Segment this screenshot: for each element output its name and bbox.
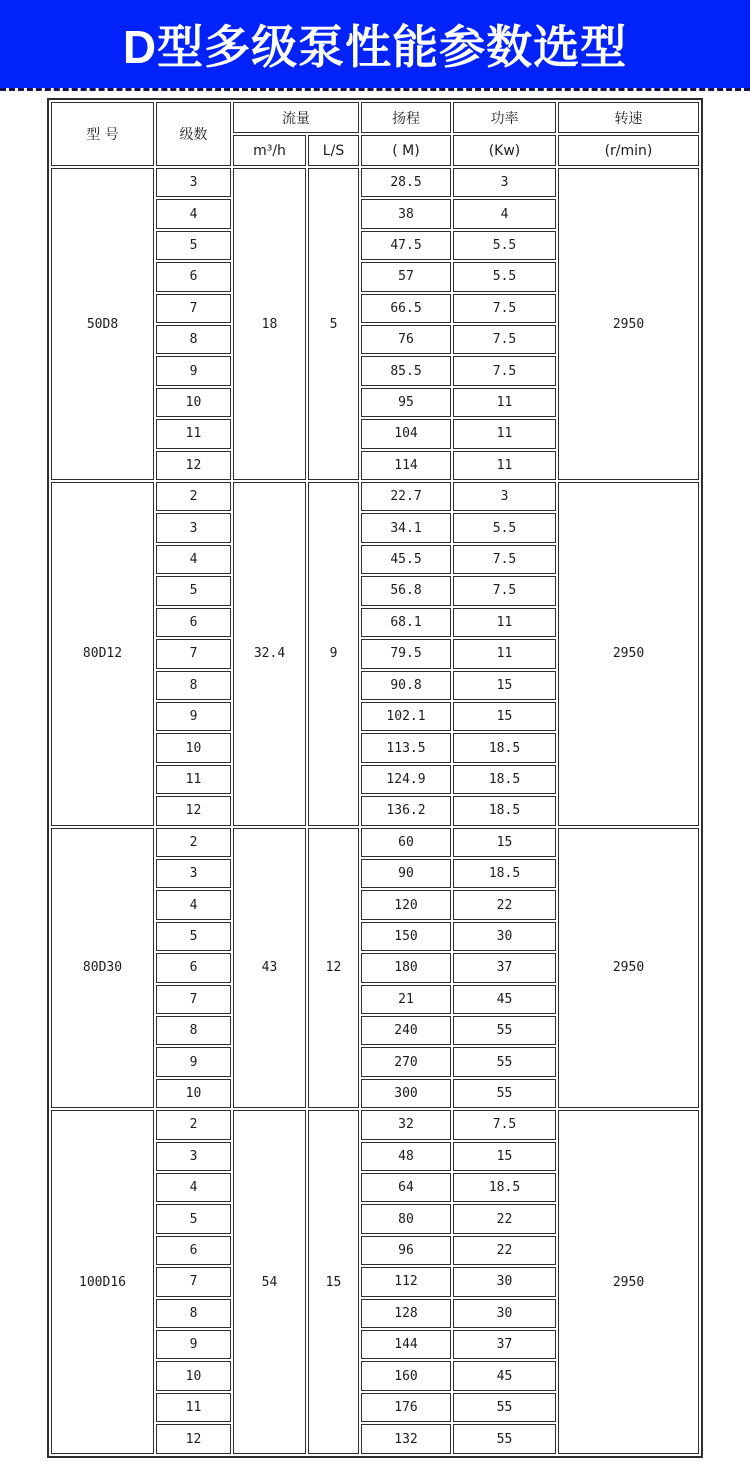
head-cell: 102.1 <box>361 702 451 731</box>
stage-cell: 6 <box>156 1236 231 1265</box>
table-row <box>51 828 699 857</box>
head-cell: 120 <box>361 890 451 919</box>
power-cell: 22 <box>453 890 556 919</box>
power-cell: 5.5 <box>453 231 556 260</box>
stage-cell: 8 <box>156 325 231 354</box>
power-cell: 30 <box>453 1267 556 1296</box>
stage-cell: 4 <box>156 545 231 574</box>
table-row <box>51 168 699 197</box>
stage-cell: 7 <box>156 639 231 668</box>
stage-cell: 5 <box>156 231 231 260</box>
head-cell: 95 <box>361 388 451 417</box>
dashed-divider <box>0 88 750 91</box>
speed-cell: 2950 <box>558 828 699 1109</box>
stage-cell: 5 <box>156 1204 231 1233</box>
stage-cell: 3 <box>156 513 231 542</box>
speed-cell: 2950 <box>558 482 699 825</box>
power-cell: 18.5 <box>453 1173 556 1202</box>
head-cell: 21 <box>361 985 451 1014</box>
power-cell: 7.5 <box>453 545 556 574</box>
table-body <box>51 168 699 1454</box>
stage-cell: 12 <box>156 796 231 825</box>
power-cell: 3 <box>453 168 556 197</box>
power-cell: 55 <box>453 1393 556 1422</box>
stage-cell: 8 <box>156 1299 231 1328</box>
head-cell: 57 <box>361 262 451 291</box>
stage-cell: 2 <box>156 482 231 511</box>
power-cell: 11 <box>453 608 556 637</box>
stage-cell: 5 <box>156 922 231 951</box>
power-cell: 18.5 <box>453 733 556 762</box>
power-cell: 18.5 <box>453 765 556 794</box>
power-cell: 7.5 <box>453 1110 556 1139</box>
power-cell: 22 <box>453 1204 556 1233</box>
stage-cell: 6 <box>156 262 231 291</box>
head-cell: 64 <box>361 1173 451 1202</box>
stage-cell: 10 <box>156 733 231 762</box>
stage-cell: 9 <box>156 356 231 385</box>
stage-cell: 9 <box>156 702 231 731</box>
power-cell: 11 <box>453 639 556 668</box>
power-cell: 30 <box>453 922 556 951</box>
power-cell: 7.5 <box>453 325 556 354</box>
head-cell: 48 <box>361 1142 451 1171</box>
head-cell: 240 <box>361 1016 451 1045</box>
head-cell: 90 <box>361 859 451 888</box>
power-cell: 11 <box>453 451 556 480</box>
head-cell: 22.7 <box>361 482 451 511</box>
table-row <box>51 482 699 511</box>
power-cell: 30 <box>453 1299 556 1328</box>
head-cell: 300 <box>361 1079 451 1108</box>
power-cell: 7.5 <box>453 576 556 605</box>
power-cell: 18.5 <box>453 796 556 825</box>
head-cell: 38 <box>361 199 451 228</box>
page-banner <box>0 0 750 88</box>
power-cell: 5.5 <box>453 513 556 542</box>
head-cell: 34.1 <box>361 513 451 542</box>
head-cell: 132 <box>361 1424 451 1454</box>
head-cell: 85.5 <box>361 356 451 385</box>
stage-cell: 2 <box>156 1110 231 1139</box>
stage-cell: 9 <box>156 1330 231 1359</box>
head-cell: 45.5 <box>361 545 451 574</box>
head-cell: 150 <box>361 922 451 951</box>
flow-ls-cell: 9 <box>308 482 359 825</box>
power-cell: 7.5 <box>453 356 556 385</box>
stage-cell: 12 <box>156 1424 231 1454</box>
col-header-stages: 级数 <box>156 102 231 166</box>
flow-ls-cell: 15 <box>308 1110 359 1454</box>
head-cell: 79.5 <box>361 639 451 668</box>
speed-cell: 2950 <box>558 168 699 480</box>
flow-ls-cell: 5 <box>308 168 359 480</box>
power-cell: 5.5 <box>453 262 556 291</box>
head-cell: 124.9 <box>361 765 451 794</box>
model-cell: 80D12 <box>51 482 154 825</box>
head-cell: 114 <box>361 451 451 480</box>
head-cell: 68.1 <box>361 608 451 637</box>
col-header-flow: 流量 <box>233 102 359 133</box>
power-cell: 37 <box>453 953 556 982</box>
stage-cell: 2 <box>156 828 231 857</box>
stage-cell: 12 <box>156 451 231 480</box>
head-cell: 96 <box>361 1236 451 1265</box>
power-cell: 45 <box>453 985 556 1014</box>
stage-cell: 4 <box>156 199 231 228</box>
head-cell: 180 <box>361 953 451 982</box>
model-cell: 100D16 <box>51 1110 154 1454</box>
head-cell: 28.5 <box>361 168 451 197</box>
power-cell: 22 <box>453 1236 556 1265</box>
stage-cell: 4 <box>156 890 231 919</box>
power-cell: 15 <box>453 671 556 700</box>
model-cell: 50D8 <box>51 168 154 480</box>
stage-cell: 6 <box>156 953 231 982</box>
head-cell: 60 <box>361 828 451 857</box>
power-cell: 15 <box>453 702 556 731</box>
head-cell: 160 <box>361 1361 451 1390</box>
flow-m3h-cell: 54 <box>233 1110 306 1454</box>
model-cell: 80D30 <box>51 828 154 1109</box>
stage-cell: 6 <box>156 608 231 637</box>
stage-cell: 8 <box>156 1016 231 1045</box>
head-cell: 47.5 <box>361 231 451 260</box>
head-cell: 66.5 <box>361 294 451 323</box>
power-cell: 45 <box>453 1361 556 1390</box>
flow-m3h-cell: 18 <box>233 168 306 480</box>
head-cell: 270 <box>361 1047 451 1076</box>
speed-cell: 2950 <box>558 1110 699 1454</box>
flow-m3h-cell: 43 <box>233 828 306 1109</box>
power-cell: 55 <box>453 1424 556 1454</box>
power-cell: 55 <box>453 1079 556 1108</box>
head-cell: 56.8 <box>361 576 451 605</box>
power-cell: 15 <box>453 1142 556 1171</box>
stage-cell: 3 <box>156 859 231 888</box>
power-cell: 55 <box>453 1016 556 1045</box>
stage-cell: 7 <box>156 985 231 1014</box>
stage-cell: 7 <box>156 294 231 323</box>
power-cell: 11 <box>453 388 556 417</box>
col-header-power: 功率 <box>453 102 556 133</box>
stage-cell: 3 <box>156 168 231 197</box>
head-cell: 176 <box>361 1393 451 1422</box>
head-cell: 144 <box>361 1330 451 1359</box>
power-cell: 4 <box>453 199 556 228</box>
stage-cell: 4 <box>156 1173 231 1202</box>
col-header-head-unit: ( M) <box>361 135 451 166</box>
stage-cell: 7 <box>156 1267 231 1296</box>
head-cell: 136.2 <box>361 796 451 825</box>
stage-cell: 9 <box>156 1047 231 1076</box>
power-cell: 18.5 <box>453 859 556 888</box>
stage-cell: 10 <box>156 388 231 417</box>
power-cell: 15 <box>453 828 556 857</box>
col-header-flow-ls: L/S <box>308 135 359 166</box>
head-cell: 76 <box>361 325 451 354</box>
stage-cell: 11 <box>156 419 231 448</box>
page-title: D型多级泵性能参数选型 <box>122 21 628 73</box>
stage-cell: 5 <box>156 576 231 605</box>
stage-cell: 11 <box>156 1393 231 1422</box>
col-header-speed-unit: (r/min) <box>558 135 699 166</box>
flow-m3h-cell: 32.4 <box>233 482 306 825</box>
head-cell: 113.5 <box>361 733 451 762</box>
col-header-speed: 转速 <box>558 102 699 133</box>
col-header-flow-m3h: m³/h <box>233 135 306 166</box>
power-cell: 7.5 <box>453 294 556 323</box>
power-cell: 37 <box>453 1330 556 1359</box>
col-header-model: 型 号 <box>51 102 154 166</box>
power-cell: 11 <box>453 419 556 448</box>
stage-cell: 11 <box>156 765 231 794</box>
head-cell: 90.8 <box>361 671 451 700</box>
header-row-1 <box>51 102 699 133</box>
power-cell: 3 <box>453 482 556 511</box>
stage-cell: 10 <box>156 1079 231 1108</box>
head-cell: 128 <box>361 1299 451 1328</box>
pump-spec-table <box>47 98 703 1458</box>
col-header-power-unit: (Kw) <box>453 135 556 166</box>
power-cell: 55 <box>453 1047 556 1076</box>
flow-ls-cell: 12 <box>308 828 359 1109</box>
stage-cell: 10 <box>156 1361 231 1390</box>
head-cell: 104 <box>361 419 451 448</box>
stage-cell: 8 <box>156 671 231 700</box>
head-cell: 32 <box>361 1110 451 1139</box>
stage-cell: 3 <box>156 1142 231 1171</box>
table-row <box>51 1110 699 1139</box>
head-cell: 80 <box>361 1204 451 1233</box>
col-header-head: 扬程 <box>361 102 451 133</box>
head-cell: 112 <box>361 1267 451 1296</box>
